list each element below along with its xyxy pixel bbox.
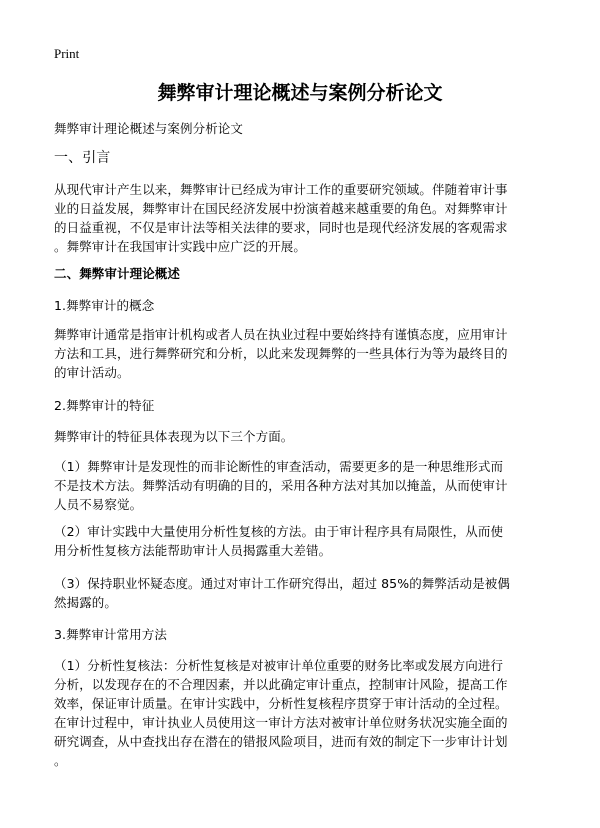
subsection-heading-methods: 3.舞弊审计常用方法 — [54, 627, 167, 642]
method-item-1 — [54, 656, 554, 770]
paragraph-line: （3）保持职业怀疑态度。通过对审计工作研究得出，超过 85%的舞弊活动是被偶 — [54, 576, 511, 591]
paragraph-line: 舞弊审计通常是指审计机构或者人员在执业过程中要始终持有谨慎态度，应用审计 — [54, 327, 508, 342]
paragraph-line: 的日益重视，不仅是审计法等相关法律的要求，同时也是现代经济发展的客观需求 — [54, 220, 508, 235]
feature-item-2 — [54, 522, 554, 560]
section-heading-introduction: 一、引言 — [54, 150, 111, 166]
paragraph-line: 分析，以发现存在的不合理因素，并以此确定审计重点，控制审计风险，提高工作 — [54, 677, 508, 692]
document-subtitle: 舞弊审计理论概述与案例分析论文 — [54, 121, 244, 136]
paragraph-line: 从现代审计产生以来，舞弊审计已经成为审计工作的重要研究领域。伴随着审计事 — [54, 182, 508, 197]
paragraph-line: （1）分析性复核法：分析性复核是对被审计单位重要的财务比率或发展方向进行 — [54, 658, 504, 673]
concept-paragraph — [54, 325, 554, 382]
features-intro: 舞弊审计的特征具体表现为以下三个方面。 — [54, 429, 294, 444]
subsection-heading-concept: 1.舞弊审计的概念 — [54, 298, 155, 313]
paragraph-line: 不是技术方法。舞弊活动有明确的目的，采用各种方法对其加以掩盖，从而使审计 — [54, 478, 508, 493]
paragraph-line: （2）审计实践中大量使用分析性复核的方法。由于审计程序具有局限性，从而使 — [54, 524, 504, 539]
feature-item-3 — [54, 574, 554, 612]
paragraph-line: 方法和工具，进行舞弊研究和分析，以此来发现舞弊的一些具体行为等为最终目的 — [54, 346, 508, 361]
section-heading-theory: 二、舞弊审计理论概述 — [54, 266, 181, 281]
introduction-paragraph — [54, 180, 554, 256]
paragraph-line: （1）舞弊审计是发现性的而非论断性的审查活动，需要更多的是一种思维形式而 — [54, 459, 504, 474]
paragraph-line: 业的日益发展，舞弊审计在国民经济发展中扮演着越来越重要的角色。对舞弊审计 — [54, 201, 508, 216]
paragraph-line: 。 — [54, 753, 67, 768]
paragraph-line: 的审计活动。 — [54, 365, 130, 380]
paragraph-line: 人员不易察觉。 — [54, 497, 143, 512]
paragraph-line: 。舞弊审计在我国审计实践中应广泛的开展。 — [54, 239, 307, 254]
document-title: 舞弊审计理论概述与案例分析论文 — [157, 82, 443, 104]
paragraph-line: 效率，保证审计质量。在审计实践中，分析性复核程序贯穿于审计活动的全过程。 — [54, 696, 508, 711]
paragraph-line: 用分析性复核方法能帮助审计人员揭露重大差错。 — [54, 543, 332, 558]
subsection-heading-features: 2.舞弊审计的特征 — [54, 398, 155, 413]
paragraph-line: 在审计过程中，审计执业人员使用这一审计方法对被审计单位财务状况实施全面的 — [54, 715, 508, 730]
print-label: Print — [54, 46, 80, 61]
paragraph-line: 然揭露的。 — [54, 595, 118, 610]
feature-item-1 — [54, 457, 554, 514]
paragraph-line: 研究调查，从中查找出存在潜在的错报风险项目，进而有效的制定下一步审计计划 — [54, 734, 508, 749]
